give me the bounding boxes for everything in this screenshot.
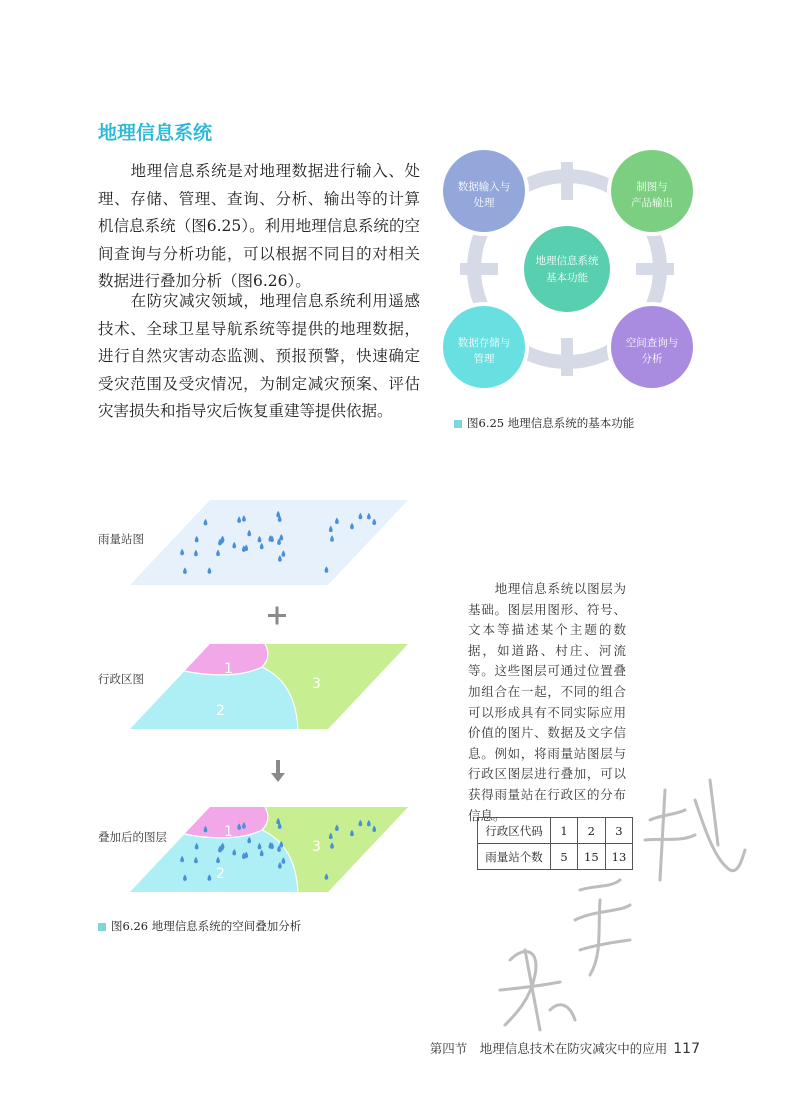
sidebar-note-text: 地理信息系统以图层为基础。图层用图形、符号、文本等描述某个主题的数据，如道路、村庄、河流等。这些图层可通过位置叠加组合在一起，不同的组合可以形成具有不同实际应用价值的图片、数据及文字信息。例如，将雨量站图层与行政区图层进行叠加，可以获得雨量站在行政区的分布信息。 <box>468 581 626 823</box>
table-cell: 5 <box>551 844 578 870</box>
node-spatial-query-line2: 分析 <box>641 353 663 365</box>
node-data-input-line1: 数据输入与 <box>457 181 511 193</box>
plus-icon <box>268 607 286 625</box>
table-header-region-code: 行政区代码 <box>478 818 551 844</box>
figure-6-25-caption <box>454 415 634 431</box>
rain-station-layer <box>130 500 408 585</box>
figure-gis-functions <box>438 140 696 398</box>
node-data-input <box>439 146 529 236</box>
node-data-input-line2: 处理 <box>473 197 495 209</box>
overlay-layer <box>130 807 412 898</box>
footer-section-title: 第四节 地理信息技术在防灾减灾中的应用 <box>429 1041 668 1056</box>
figure-6-26-caption-text: 图6.26 地理信息系统的空间叠加分析 <box>111 919 302 933</box>
rain-layer-surface <box>130 500 408 585</box>
node-data-storage <box>439 302 529 392</box>
table-cell: 1 <box>551 818 578 844</box>
layer-label-rain-stations: 雨量站图 <box>98 532 144 546</box>
table-cell: 15 <box>578 844 606 870</box>
overlay-region-2-number: 2 <box>216 866 225 882</box>
paragraph-2 <box>98 288 420 426</box>
layer-label-admin-regions: 行政区图 <box>98 672 144 686</box>
center-node-line1: 地理信息系统 <box>535 255 599 267</box>
gis-functions-diagram <box>438 140 696 398</box>
page-number: 117 <box>673 1041 700 1057</box>
paragraph-1-text: 地理信息系统是对地理数据进行输入、处理、存储、管理、查询、分析、输出等的计算机信息系统（图6.25）。利用地理信息系统的空间查询与分析功能，可以根据不同目的对相关数据进行叠加分析（图6.26）。 <box>98 162 420 290</box>
layer-label-overlay: 叠加后的图层 <box>98 830 167 844</box>
region-2-number: 2 <box>216 703 225 719</box>
paragraph-1 <box>98 158 420 296</box>
node-spatial-query <box>607 302 696 392</box>
paragraph-2-text: 在防灾减灾领域，地理信息系统利用遥感技术、全球卫星导航系统等提供的地理数据，进行自然灾害动态监测、预报预警，快速确定受灾范围及受灾情况，为制定减灾预案、评估灾害损失和指导灾后恢复重建等提供依据。 <box>98 292 420 420</box>
page-footer <box>430 1039 700 1057</box>
table-cell: 2 <box>578 818 606 844</box>
overlay-region-3-number: 3 <box>312 839 321 855</box>
overlay-region-1-number: 1 <box>224 824 233 840</box>
figure-overlay-analysis <box>130 495 412 903</box>
table-cell: 13 <box>605 844 633 870</box>
table-cell: 3 <box>605 818 633 844</box>
node-mapping-output <box>607 146 696 236</box>
overlay-diagram <box>130 495 412 903</box>
center-node-line2: 基本功能 <box>546 272 588 284</box>
handwritten-watermark <box>480 760 760 1060</box>
table-header-station-count: 雨量站个数 <box>478 844 551 870</box>
node-mapping-output-line2: 产品输出 <box>631 197 673 209</box>
node-data-storage-line2: 管理 <box>473 353 495 365</box>
node-mapping-output-line1: 制图与 <box>636 181 668 193</box>
section-heading: 地理信息系统 <box>98 122 213 144</box>
admin-region-layer <box>130 644 412 735</box>
caption-marker <box>98 923 106 931</box>
figure-6-26-caption <box>98 918 301 934</box>
arrow-down-icon <box>271 760 285 782</box>
region-1-number: 1 <box>224 661 233 677</box>
node-spatial-query-line1: 空间查询与 <box>625 337 679 349</box>
center-node <box>524 226 610 312</box>
caption-marker <box>454 420 462 428</box>
node-data-storage-line1: 数据存储与 <box>457 337 511 349</box>
figure-6-25-caption-text: 图6.25 地理信息系统的基本功能 <box>467 416 635 430</box>
region-3-number: 3 <box>312 676 321 692</box>
